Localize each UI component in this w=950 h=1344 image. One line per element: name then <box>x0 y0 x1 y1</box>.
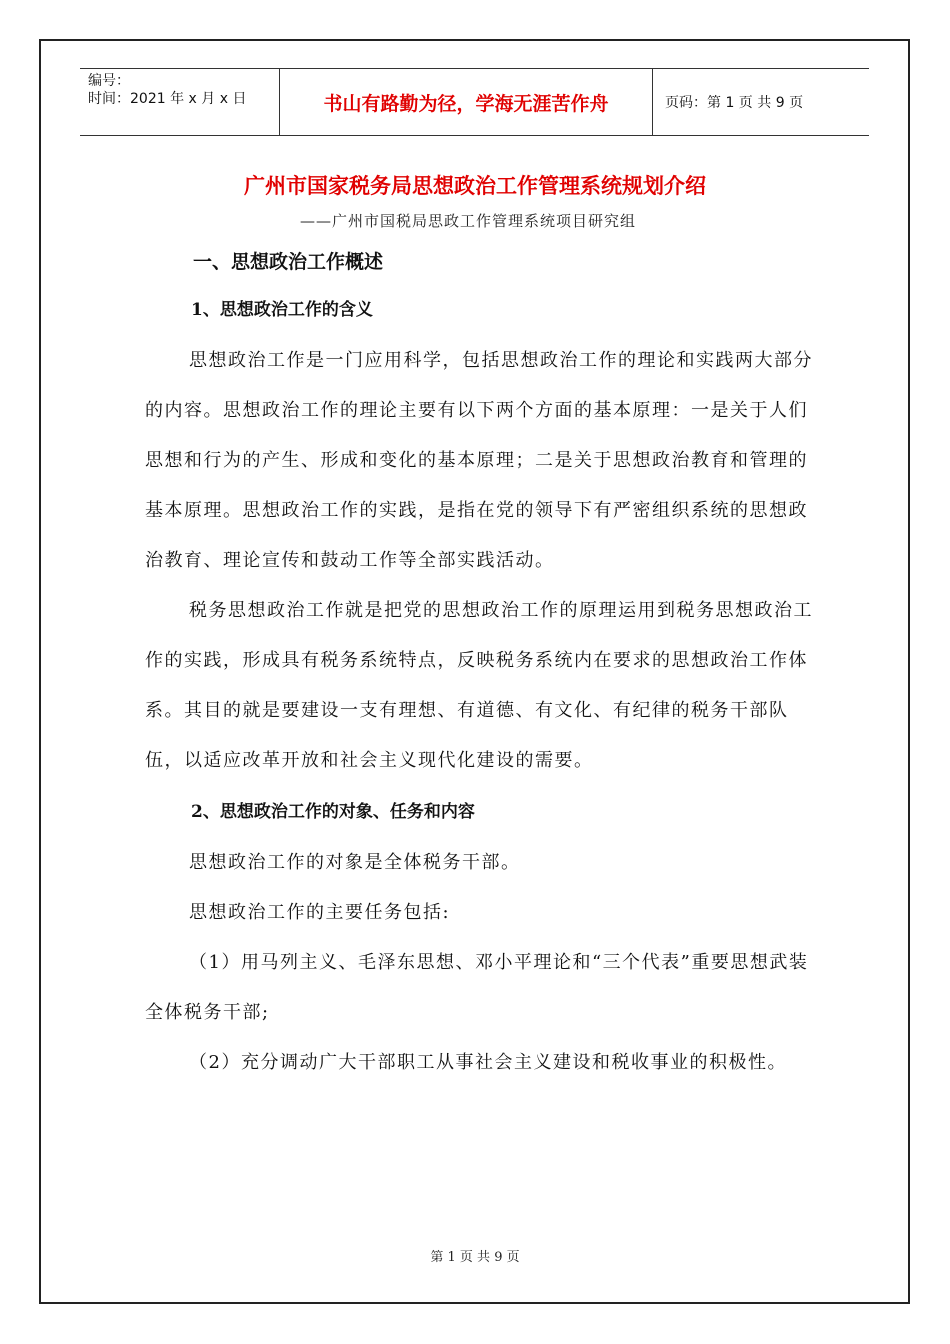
time-label: 时间：2021 年 x 月 x 日 <box>88 91 247 107</box>
header-meta <box>80 69 280 135</box>
list-item-1: （1）用马列主义、毛泽东思想、邓小平理论和“三个代表”重要思想武装全体税务干部; <box>145 952 809 1023</box>
header-page-label: 页码：第 1 页 共 9 页 <box>665 95 804 111</box>
paragraph-2: 税务思想政治工作就是把党的思想政治工作的原理运用到税务思想政治工作的实践，形成具有税务系统特点，反映税务系统内在要求的思想政治工作体系。其目的就是要建设一支有理想、有道德、有文化、有纪律的税务干部队伍，以适应改革开放和社会主义现代化建设的需要。 <box>145 600 813 771</box>
paragraph-4: 思想政治工作的主要任务包括: <box>189 902 451 923</box>
page-footer: 第 1 页 共 9 页 <box>430 1250 520 1265</box>
paragraph-1: 思想政治工作是一门应用科学，包括思想政治工作的理论和实践两大部分的内容。思想政治工作的理论主要有以下两个方面的基本原理：一是关于人们思想和行为的产生、形成和变化的基本原理；二是关于思想政治教育和管理的基本原理。思想政治工作的实践，是指在党的领导下有严密组织系统的思想政治教育、理论宣传和鼓动工作等全部实践活动。 <box>145 350 813 571</box>
header-motto: 书山有路勤为径，学海无涯苦作舟 <box>280 69 653 135</box>
list-item-2: （2）充分调动广大干部职工从事社会主义建设和税收事业的积极性。 <box>189 1052 787 1073</box>
page-header <box>80 68 869 136</box>
document-title: 广州市国家税务局思想政治工作管理系统规划介绍 <box>244 174 706 198</box>
subsection-heading-2: 2、思想政治工作的对象、任务和内容 <box>191 802 475 822</box>
section-heading-1: 一、思想政治工作概述 <box>193 251 384 273</box>
paragraph-3: 思想政治工作的对象是全体税务干部。 <box>189 852 521 873</box>
subsection-heading-1: 1、思想政治工作的含义 <box>191 300 373 320</box>
document-subtitle: ——广州市国税局思政工作管理系统项目研究组 <box>300 212 637 230</box>
document-body <box>145 240 825 1088</box>
number-label: 编号： <box>88 73 130 89</box>
